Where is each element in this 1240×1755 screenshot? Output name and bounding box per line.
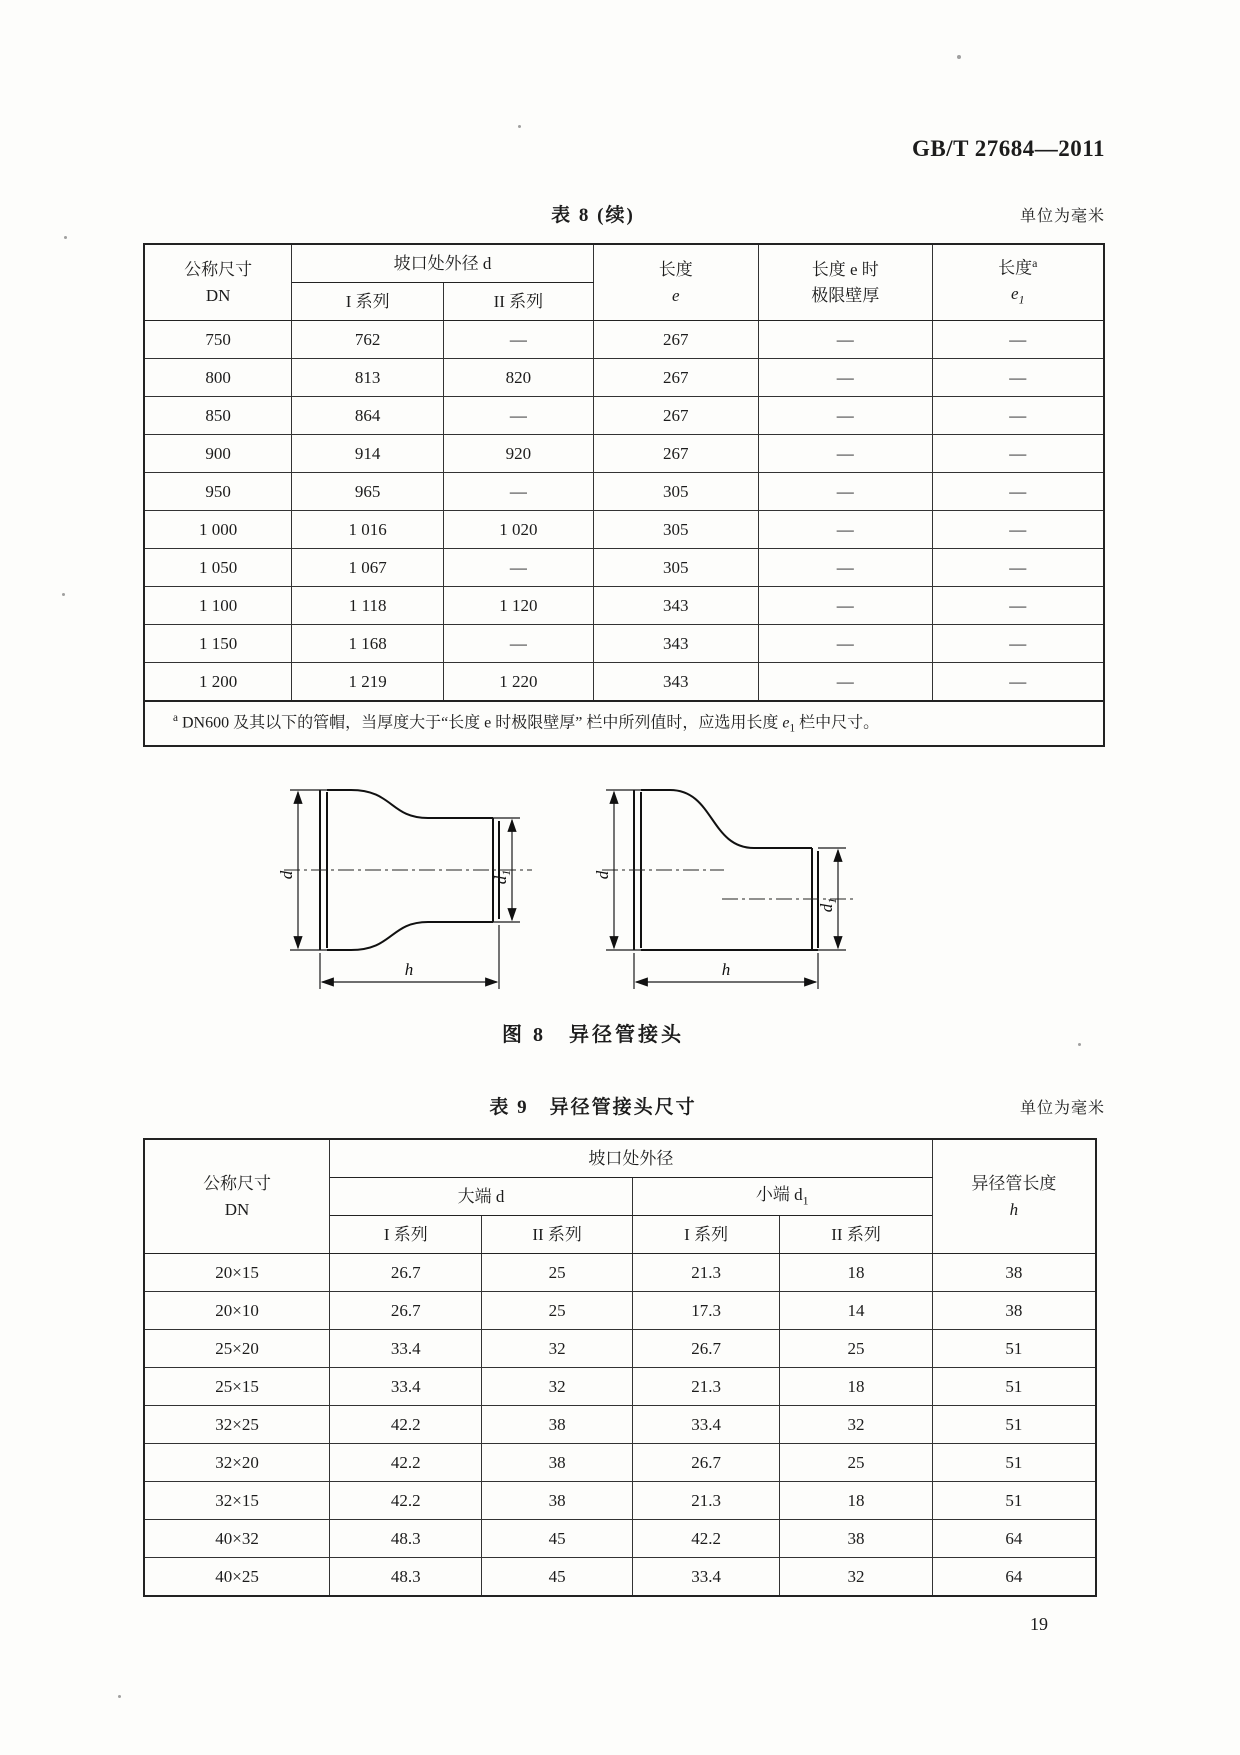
table8-body — [144, 321, 1104, 702]
t9-small-end-label: 小端 d — [755, 1185, 803, 1205]
table-cell: 762 — [292, 321, 444, 359]
table-row — [144, 1444, 1096, 1482]
table-cell: 950 — [144, 473, 292, 511]
t8-col-series1: I 系列 — [292, 283, 444, 321]
reducer-top-profile — [641, 790, 812, 848]
table-cell: 32 — [780, 1406, 932, 1444]
table-cell: 267 — [593, 397, 758, 435]
d-label: d — [593, 870, 612, 880]
table-row — [144, 1254, 1096, 1292]
table-cell: — — [444, 473, 594, 511]
table-cell: 40×32 — [144, 1520, 330, 1558]
table-cell: — — [444, 321, 594, 359]
table-cell: 267 — [593, 359, 758, 397]
t8-col-length — [593, 244, 758, 321]
table-cell: — — [932, 397, 1104, 435]
t8-e1-sub: 1 — [1018, 292, 1025, 307]
table-cell: — — [758, 625, 932, 663]
d1-label: $d_1$ — [817, 897, 839, 913]
t9-col-small-series2: II 系列 — [780, 1216, 932, 1254]
scan-speck — [518, 125, 521, 128]
table-row — [144, 549, 1104, 587]
table-cell: — — [444, 625, 594, 663]
table8-footnote — [144, 701, 1104, 746]
t8-col-d-group-label: 坡口处外径 d — [393, 253, 492, 273]
table-cell: 1 219 — [292, 663, 444, 702]
table-cell: 45 — [482, 1558, 632, 1597]
t9-col-big-end — [330, 1178, 633, 1216]
t8-e1-base: e — [1011, 284, 1019, 304]
table-row — [144, 473, 1104, 511]
table-cell: 1 120 — [444, 587, 594, 625]
t8-col-length-line1: 长度 — [658, 260, 693, 279]
table-cell: 48.3 — [330, 1520, 482, 1558]
table-cell: 267 — [593, 435, 758, 473]
table-cell: 64 — [932, 1520, 1096, 1558]
table-cell: — — [758, 321, 932, 359]
table-cell: — — [932, 625, 1104, 663]
table-cell: 33.4 — [330, 1368, 482, 1406]
table-cell: 900 — [144, 435, 292, 473]
table-cell: 26.7 — [330, 1254, 482, 1292]
t8-col-limit-line1: 长度 e 时 — [811, 260, 879, 279]
t9-col-h-line1: 异径管长度 — [971, 1174, 1057, 1193]
table-cell: 26.7 — [632, 1330, 780, 1368]
table-cell: 18 — [780, 1254, 932, 1292]
table-cell: 343 — [593, 587, 758, 625]
table-cell: 1 168 — [292, 625, 444, 663]
table-cell: 42.2 — [330, 1482, 482, 1520]
t8-col-dn-line1: 公称尺寸 — [184, 260, 253, 279]
table-cell: — — [758, 587, 932, 625]
table-cell: 38 — [482, 1444, 632, 1482]
table-row — [144, 587, 1104, 625]
table-cell: 305 — [593, 511, 758, 549]
t9-col-outer-group — [330, 1139, 933, 1178]
figure8-caption: 图 8 异径管接头 — [502, 1024, 684, 1046]
table-cell: 32 — [780, 1558, 932, 1597]
table-cell: 1 100 — [144, 587, 292, 625]
table-cell: 18 — [780, 1368, 932, 1406]
t9-col-small-series1: I 系列 — [632, 1216, 780, 1254]
t8-col-dn — [144, 244, 292, 321]
table-cell: 864 — [292, 397, 444, 435]
table-cell: 25 — [482, 1254, 632, 1292]
scan-speck — [118, 1695, 121, 1698]
table-cell: 1 016 — [292, 511, 444, 549]
table-cell: 40×25 — [144, 1558, 330, 1597]
table-cell: 38 — [780, 1520, 932, 1558]
table-cell: 813 — [292, 359, 444, 397]
table-cell: 1 067 — [292, 549, 444, 587]
table8 — [143, 243, 1105, 747]
t8-col-length-line2: e — [672, 285, 680, 305]
table8-caption-row — [143, 200, 1105, 226]
table-cell: — — [932, 359, 1104, 397]
standard-code: GB/T 27684—2011 — [911, 136, 1105, 161]
concentric-reducer-drawing — [248, 765, 538, 1005]
t8-footnote-text-end: 栏中尺寸。 — [795, 714, 880, 732]
t9-big-end-label: 大端 d — [457, 1186, 505, 1206]
table-cell: 965 — [292, 473, 444, 511]
table-cell: 26.7 — [632, 1444, 780, 1482]
table-cell: 17.3 — [632, 1292, 780, 1330]
table-cell: — — [758, 511, 932, 549]
t8-footnote-sup: a — [173, 712, 178, 724]
table-cell: 267 — [593, 321, 758, 359]
table8-unit-note: 单位为毫米 — [1019, 208, 1105, 225]
table-cell: 920 — [444, 435, 594, 473]
table-row — [144, 1520, 1096, 1558]
page-number: 19 — [1030, 1614, 1048, 1634]
t9-outer-group-label: 坡口处外径 — [588, 1148, 674, 1168]
t9-col-small-end — [632, 1178, 932, 1216]
table-cell: 850 — [144, 397, 292, 435]
t8-col-d-group — [292, 244, 593, 283]
table-cell: — — [932, 587, 1104, 625]
table-cell: 64 — [932, 1558, 1096, 1597]
t9-col-dn-line1: 公称尺寸 — [203, 1174, 272, 1193]
table-row — [144, 1482, 1096, 1520]
table-cell: 20×15 — [144, 1254, 330, 1292]
table9-unit-note: 单位为毫米 — [1019, 1100, 1105, 1117]
d1-label: $d_1$ — [491, 869, 513, 885]
table-cell: 38 — [482, 1406, 632, 1444]
h-extension-lines — [320, 925, 499, 989]
t8-footnote-e: e — [782, 714, 790, 732]
table-cell: 32×20 — [144, 1444, 330, 1482]
table-cell: 14 — [780, 1292, 932, 1330]
table-cell: 33.4 — [330, 1330, 482, 1368]
t9-col-dn — [144, 1139, 330, 1254]
table-cell: 32 — [482, 1368, 632, 1406]
table-row — [144, 435, 1104, 473]
table-cell: 1 050 — [144, 549, 292, 587]
table-cell: 343 — [593, 663, 758, 702]
table-cell: — — [758, 473, 932, 511]
table-cell: 51 — [932, 1406, 1096, 1444]
table-cell: 1 200 — [144, 663, 292, 702]
table-cell: 32×25 — [144, 1406, 330, 1444]
scan-speck — [1078, 1043, 1081, 1046]
t8-col-series2: II 系列 — [444, 283, 594, 321]
table-cell: 305 — [593, 549, 758, 587]
table-cell: 914 — [292, 435, 444, 473]
table-row — [144, 321, 1104, 359]
table-cell: 51 — [932, 1444, 1096, 1482]
t9-col-h-line2: h — [1009, 1199, 1019, 1219]
table-cell: 42.2 — [632, 1520, 780, 1558]
scan-speck — [957, 55, 961, 59]
table-cell: — — [758, 397, 932, 435]
table-cell: 51 — [932, 1368, 1096, 1406]
table-row — [144, 625, 1104, 663]
table-cell: 32×15 — [144, 1482, 330, 1520]
table-cell: — — [932, 435, 1104, 473]
t8-col-length-e1 — [932, 244, 1104, 321]
table9-caption-row — [143, 1092, 1105, 1118]
table-cell: — — [932, 473, 1104, 511]
table-cell: 343 — [593, 625, 758, 663]
table-row — [144, 1406, 1096, 1444]
table-row — [144, 663, 1104, 702]
table-cell: — — [444, 549, 594, 587]
table9-caption: 表 9 异径管接头尺寸 — [489, 1097, 697, 1118]
d-label: d — [277, 870, 296, 880]
t8-col-dn-line2: DN — [205, 285, 231, 305]
table-cell: — — [444, 397, 594, 435]
table-cell: 48.3 — [330, 1558, 482, 1597]
table-cell: 1 150 — [144, 625, 292, 663]
table-cell: 18 — [780, 1482, 932, 1520]
scan-speck — [62, 593, 65, 596]
table-cell: 305 — [593, 473, 758, 511]
scan-speck — [64, 236, 67, 239]
t9-small-end-sub: 1 — [802, 1193, 809, 1208]
t8-e1-sup: a — [1032, 256, 1038, 271]
t8-footnote-text: DN600 及其以下的管帽，当厚度大于“长度 e 时极限壁厚” 栏中所列值时，应选用长度 — [177, 714, 783, 732]
reducer-bottom-profile — [327, 922, 493, 950]
table-cell: — — [758, 435, 932, 473]
t8-footnote-e-sub: 1 — [789, 722, 796, 735]
table-cell: 21.3 — [632, 1254, 780, 1292]
table-cell: 42.2 — [330, 1406, 482, 1444]
t9-col-big-series1: I 系列 — [330, 1216, 482, 1254]
t9-col-dn-line2: DN — [224, 1199, 250, 1219]
h-label: h — [404, 960, 414, 979]
table9-body — [144, 1254, 1096, 1597]
table-row — [144, 397, 1104, 435]
table-cell: 21.3 — [632, 1482, 780, 1520]
table-cell: 21.3 — [632, 1368, 780, 1406]
table-cell: — — [932, 321, 1104, 359]
table-cell: 51 — [932, 1330, 1096, 1368]
table-cell: 25×15 — [144, 1368, 330, 1406]
table-cell: — — [758, 549, 932, 587]
table-cell: 26.7 — [330, 1292, 482, 1330]
table-cell: 45 — [482, 1520, 632, 1558]
table-cell: — — [932, 511, 1104, 549]
table-cell: 25 — [482, 1292, 632, 1330]
table-cell: — — [932, 663, 1104, 702]
table-row — [144, 1558, 1096, 1597]
table-cell: 33.4 — [632, 1558, 780, 1597]
table-cell: 750 — [144, 321, 292, 359]
table-row — [144, 511, 1104, 549]
reducer-top-profile — [327, 790, 493, 818]
table-cell: 25 — [780, 1444, 932, 1482]
table-cell: 1 020 — [444, 511, 594, 549]
t8-col-limit-line2: 极限壁厚 — [811, 285, 880, 305]
table-cell: 25 — [780, 1330, 932, 1368]
table-cell: 38 — [482, 1482, 632, 1520]
table-cell: 800 — [144, 359, 292, 397]
table-cell: 33.4 — [632, 1406, 780, 1444]
table-cell: — — [758, 359, 932, 397]
table-cell: 20×10 — [144, 1292, 330, 1330]
eccentric-reducer-drawing — [572, 765, 862, 1005]
table-cell: — — [758, 663, 932, 702]
table-cell: 38 — [932, 1292, 1096, 1330]
table-cell: 38 — [932, 1254, 1096, 1292]
table-cell: 820 — [444, 359, 594, 397]
t9-col-h — [932, 1139, 1096, 1254]
table-row — [144, 1330, 1096, 1368]
figure8 — [0, 765, 1240, 1015]
table-cell: 51 — [932, 1482, 1096, 1520]
table8-caption: 表 8 (续) — [551, 205, 635, 226]
table-cell: 1 220 — [444, 663, 594, 702]
table-cell: 42.2 — [330, 1444, 482, 1482]
table-cell: 25×20 — [144, 1330, 330, 1368]
table-row — [144, 1368, 1096, 1406]
h-label: h — [721, 960, 731, 979]
t8-col-length-e1-line2 — [937, 281, 1099, 309]
t8-e1-title: 长度 — [998, 258, 1033, 278]
t8-col-limit — [758, 244, 932, 321]
table-cell: 32 — [482, 1330, 632, 1368]
table-row — [144, 1292, 1096, 1330]
t8-col-length-e1-line1 — [937, 255, 1099, 281]
table-cell: 1 118 — [292, 587, 444, 625]
table-cell: — — [932, 549, 1104, 587]
table-row — [144, 359, 1104, 397]
table-cell: 1 000 — [144, 511, 292, 549]
t9-col-big-series2: II 系列 — [482, 1216, 632, 1254]
table9 — [143, 1138, 1097, 1597]
